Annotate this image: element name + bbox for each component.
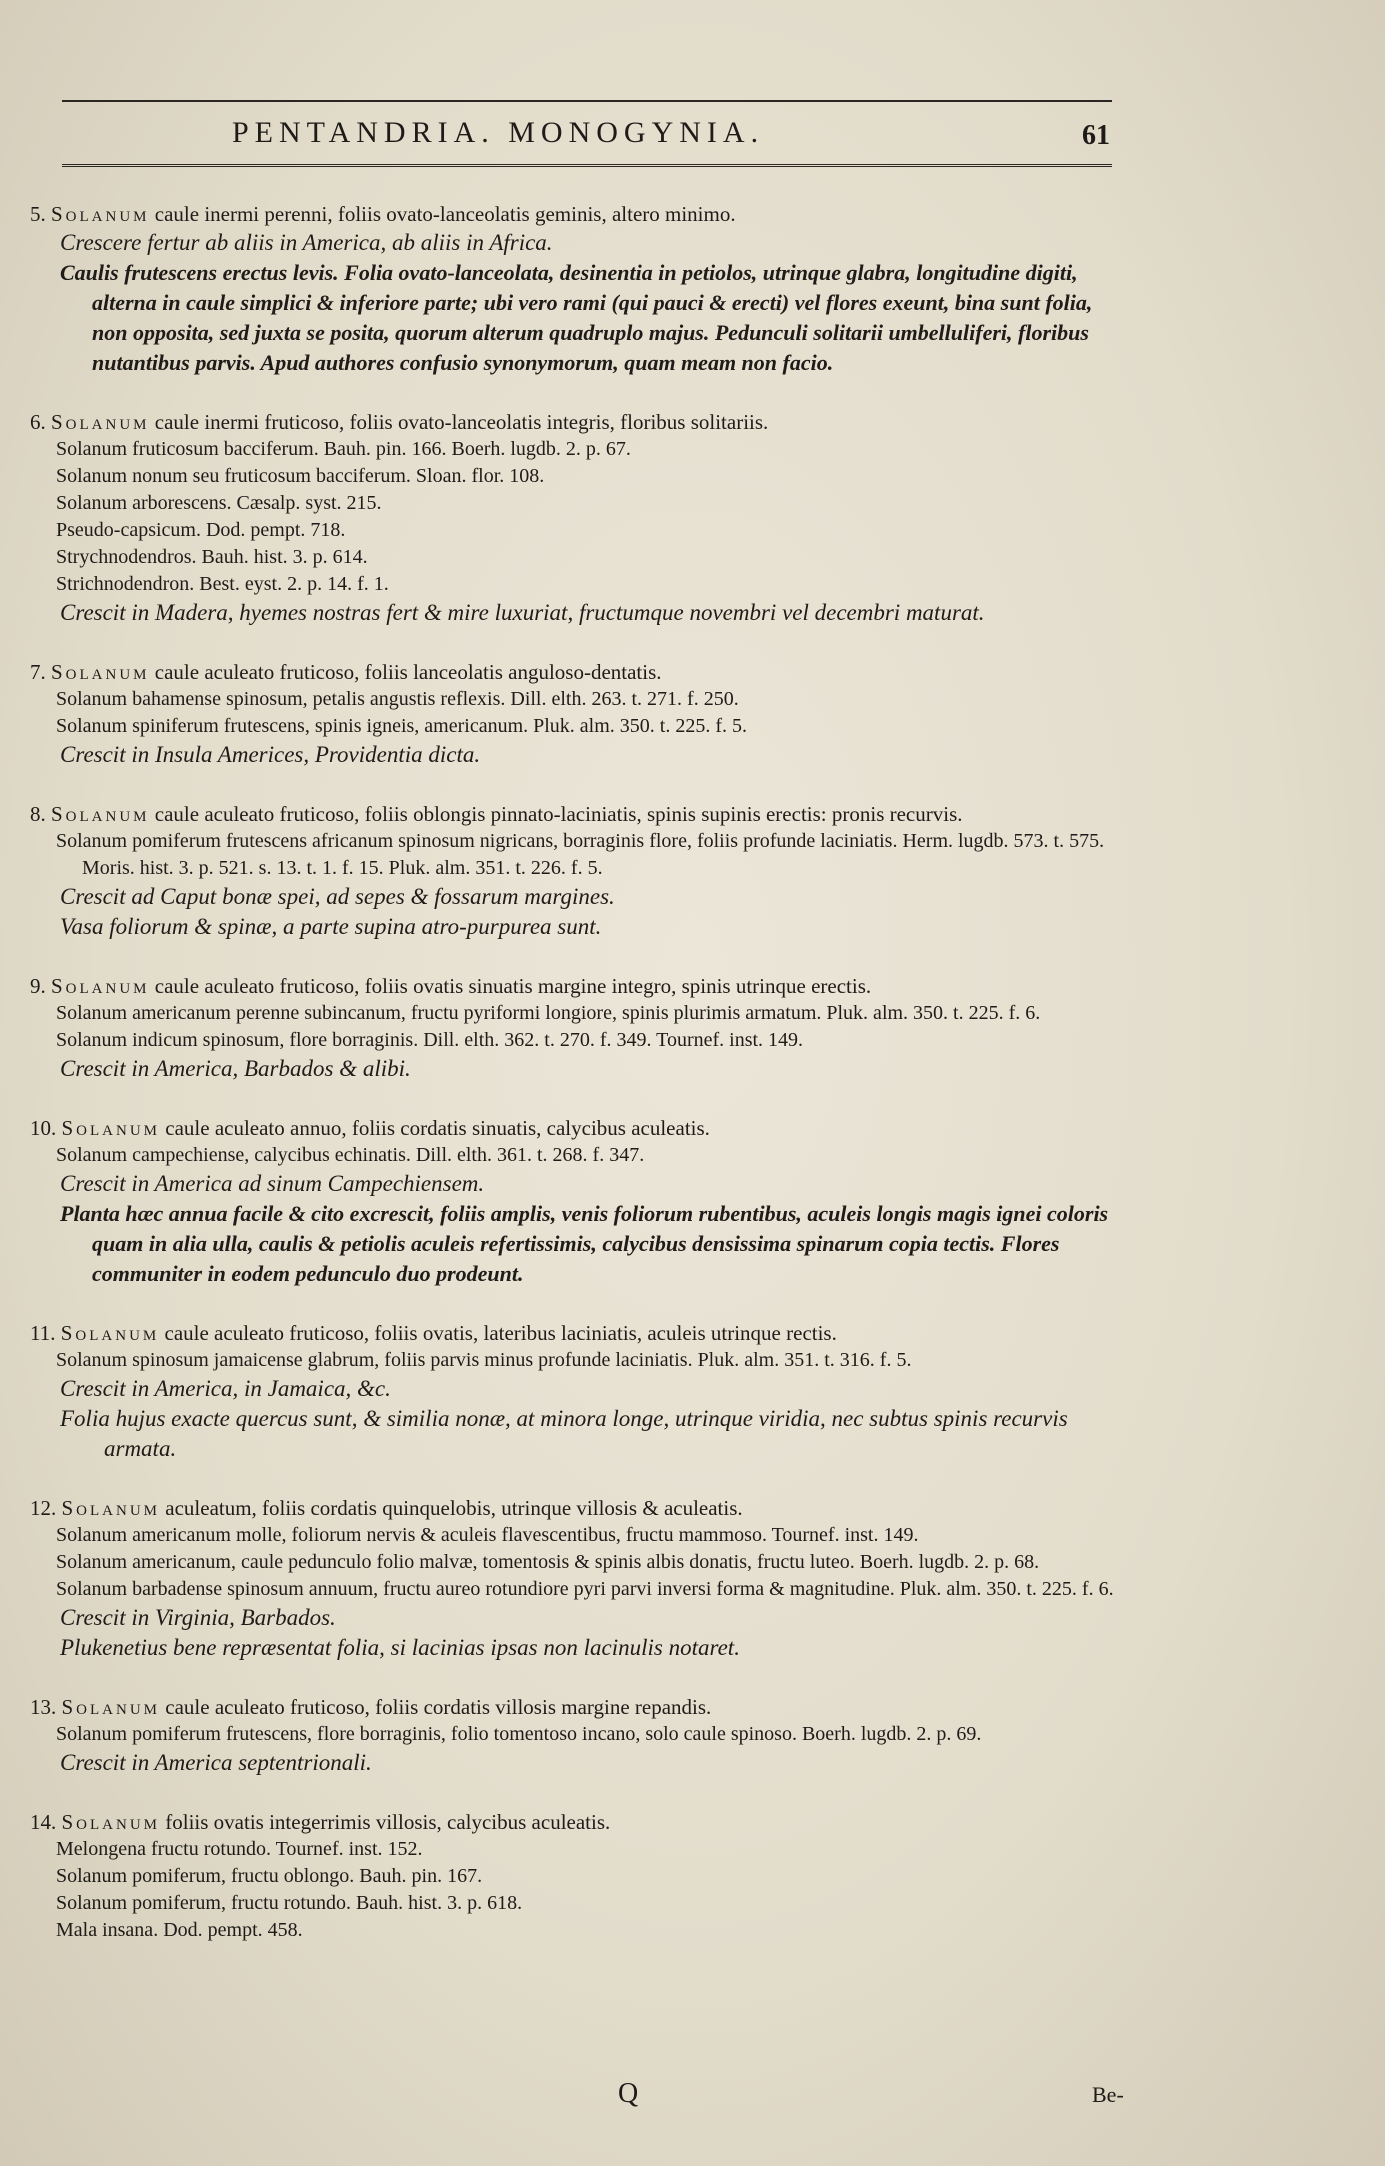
genus-name: Solanum bbox=[61, 1695, 161, 1719]
habitat-note: Plukenetius bene repræsentat folia, si lacinias ipsas non lacinulis notaret. bbox=[60, 1635, 740, 1660]
diagnosis-text: caule inermi perenni, foliis ovato-lanceolatis geminis, altero minimo. bbox=[154, 202, 736, 226]
entries-list bbox=[30, 200, 1130, 1974]
entry-diagnosis-line bbox=[30, 1494, 1130, 1522]
habitat-note: Crescit in Madera, hyemes nostras fert & mire luxuriat, fructumque novembri vel decembri maturat. bbox=[60, 600, 985, 625]
header-rule-top bbox=[62, 100, 1112, 102]
diagnosis-text: caule inermi fruticoso, foliis ovato-lanceolatis integris, floribus solitariis. bbox=[154, 410, 769, 434]
habitat-note: Crescit in America ad sinum Campechiensem. bbox=[60, 1171, 485, 1196]
header-rule-bottom bbox=[62, 164, 1112, 167]
diagnosis-text: foliis ovatis integerrimis villosis, calycibus aculeatis. bbox=[165, 1810, 611, 1834]
entry-number: 6. bbox=[30, 410, 46, 434]
entry-number: 13. bbox=[30, 1695, 57, 1719]
synonym-line: Solanum campechiense, calycibus echinatis. Dill. elth. 361. t. 268. f. 347. bbox=[56, 1144, 645, 1166]
habitat-note: Crescit ad Caput bonæ spei, ad sepes & fossarum margines. bbox=[60, 884, 615, 909]
entry-diagnosis-line bbox=[30, 1319, 1130, 1347]
species-entry bbox=[30, 200, 1130, 378]
entry-diagnosis-line bbox=[30, 972, 1130, 1000]
entry-diagnosis-line bbox=[30, 1693, 1130, 1721]
habitat-note: Crescit in Insula Americes, Providentia dicta. bbox=[60, 742, 481, 767]
species-entry bbox=[30, 972, 1130, 1084]
entry-number: 5. bbox=[30, 202, 46, 226]
diagnosis-text: caule aculeato fruticoso, foliis lanceolatis anguloso-dentatis. bbox=[154, 660, 662, 684]
entry-number: 12. bbox=[30, 1496, 57, 1520]
species-entry bbox=[30, 658, 1130, 770]
catchword: Be- bbox=[1092, 2082, 1124, 2107]
entry-number: 8. bbox=[30, 802, 46, 826]
diagnosis-text: caule aculeato fruticoso, foliis cordatis villosis margine repandis. bbox=[165, 1695, 712, 1719]
synonym-line: Solanum pomiferum, fructu rotundo. Bauh. hist. 3. p. 618. bbox=[56, 1892, 523, 1914]
habitat-note: Vasa foliorum & spinæ, a parte supina atro-purpurea sunt. bbox=[60, 914, 602, 939]
entry-number: 14. bbox=[30, 1810, 57, 1834]
entry-diagnosis-line bbox=[30, 658, 1130, 686]
synonym-line: Solanum pomiferum frutescens, flore borraginis, folio tomentoso incano, solo caule spinoso. Boerh. lugdb. 2. p. 69. bbox=[56, 1723, 982, 1745]
diagnosis-text: caule aculeato fruticoso, foliis ovatis, lateribus laciniatis, aculeis utrinque rectis. bbox=[164, 1321, 837, 1345]
genus-name: Solanum bbox=[51, 202, 150, 226]
description-paragraph: Caulis frutescens erectus levis. Folia ovato-lanceolata, desinentia in petiolos, utrinque glabra, longitudine digiti, alterna in caule simplici & inferiore parte; ubi vero rami (qui pauci & erecti) vel flores exeunt, bina sunt folia, non opposita, sed juxta se posita, quorum alterum quadruplo majus. Pedunculi solitarii umbelluliferi, floribus nutantibus parvis. Apud authores confusio synonymorum, quam meam non facio. bbox=[60, 260, 1093, 375]
entry-diagnosis-line bbox=[30, 1114, 1130, 1142]
synonym-line: Solanum spinosum jamaicense glabrum, foliis parvis minus profunde laciniatis. Pluk. alm. 351. t. 316. f. 5. bbox=[56, 1349, 912, 1371]
genus-name: Solanum bbox=[51, 802, 150, 826]
synonym-line: Strichnodendron. Best. eyst. 2. p. 14. f. 1. bbox=[56, 573, 389, 595]
synonym-line: Solanum bahamense spinosum, petalis angustis reflexis. Dill. elth. 263. t. 271. f. 250. bbox=[56, 688, 739, 710]
synonym-line: Solanum arborescens. Cæsalp. syst. 215. bbox=[56, 492, 382, 514]
species-entry bbox=[30, 1808, 1130, 1944]
habitat-note: Crescit in Virginia, Barbados. bbox=[60, 1605, 336, 1630]
running-head bbox=[62, 100, 1112, 170]
habitat-note: Folia hujus exacte quercus sunt, & similia nonæ, at minora longe, utrinque viridia, nec subtus spinis recurvis armata. bbox=[60, 1406, 1068, 1461]
entry-number: 11. bbox=[30, 1321, 56, 1345]
synonym-line: Melongena fructu rotundo. Tournef. inst. 152. bbox=[56, 1838, 423, 1860]
synonym-line: Solanum fruticosum bacciferum. Bauh. pin. 166. Boerh. lugdb. 2. p. 67. bbox=[56, 438, 631, 460]
entry-diagnosis-line bbox=[30, 408, 1130, 436]
genus-name: Solanum bbox=[61, 1116, 161, 1140]
species-entry bbox=[30, 1494, 1130, 1663]
entry-diagnosis-line bbox=[30, 800, 1130, 828]
synonym-line: Solanum spiniferum frutescens, spinis igneis, americanum. Pluk. alm. 350. t. 225. f. 5. bbox=[56, 715, 748, 737]
synonym-line: Pseudo-capsicum. Dod. pempt. 718. bbox=[56, 519, 346, 541]
page-title: PENTANDRIA. MONOGYNIA. bbox=[232, 116, 765, 149]
species-entry bbox=[30, 1319, 1130, 1464]
habitat-note: Crescit in America, Barbados & alibi. bbox=[60, 1056, 411, 1081]
species-entry bbox=[30, 800, 1130, 942]
habitat-note: Crescit in America septentrionali. bbox=[60, 1750, 372, 1775]
entry-number: 9. bbox=[30, 974, 46, 998]
entry-number: 7. bbox=[30, 660, 46, 684]
diagnosis-text: aculeatum, foliis cordatis quinquelobis, utrinque villosis & aculeatis. bbox=[165, 1496, 743, 1520]
genus-name: Solanum bbox=[51, 974, 150, 998]
entry-diagnosis-line bbox=[30, 1808, 1130, 1836]
species-entry bbox=[30, 1114, 1130, 1289]
synonym-line: Solanum americanum, caule pedunculo folio malvæ, tomentosis & spinis albis donatis, fructu luteo. Boerh. lugdb. 2. p. 68. bbox=[56, 1551, 1040, 1573]
diagnosis-text: caule aculeato annuo, foliis cordatis sinuatis, calycibus aculeatis. bbox=[165, 1116, 710, 1140]
genus-name: Solanum bbox=[51, 410, 150, 434]
synonym-line: Solanum pomiferum, fructu oblongo. Bauh. pin. 167. bbox=[56, 1865, 483, 1887]
diagnosis-text: caule aculeato fruticoso, foliis oblongis pinnato-laciniatis, spinis supinis erectis: pronis recurvis. bbox=[154, 802, 963, 826]
habitat-note: Crescere fertur ab aliis in America, ab aliis in Africa. bbox=[60, 230, 553, 255]
genus-name: Solanum bbox=[60, 1321, 160, 1345]
synonym-line: Solanum nonum seu fruticosum bacciferum. Sloan. flor. 108. bbox=[56, 465, 545, 487]
synonym-line: Solanum barbadense spinosum annuum, fructu aureo rotundiore pyri parvi inversi forma & magnitudine. Pluk. alm. 350. t. 225. f. 6. bbox=[56, 1578, 1114, 1600]
species-entry bbox=[30, 1693, 1130, 1778]
species-entry bbox=[30, 408, 1130, 628]
synonym-line: Solanum americanum molle, foliorum nervis & aculeis flavescentibus, fructu mammoso. Tournef. inst. 149. bbox=[56, 1524, 919, 1546]
genus-name: Solanum bbox=[51, 660, 150, 684]
genus-name: Solanum bbox=[61, 1496, 161, 1520]
synonym-line: Strychnodendros. Bauh. hist. 3. p. 614. bbox=[56, 546, 368, 568]
diagnosis-text: caule aculeato fruticoso, foliis ovatis sinuatis margine integro, spinis utrinque erectis. bbox=[154, 974, 872, 998]
page-number: 61 bbox=[1082, 120, 1110, 151]
synonym-line: Mala insana. Dod. pempt. 458. bbox=[56, 1919, 303, 1941]
synonym-line: Solanum pomiferum frutescens africanum spinosum nigricans, borraginis flore, foliis profunde laciniatis. Herm. lugdb. 573. t. 575. Moris. hist. 3. p. 521. s. 13. t. 1. f. 15. Pluk. alm. 351. t. 226. f. 5. bbox=[56, 830, 1105, 879]
description-paragraph: Planta hæc annua facile & cito excrescit, foliis amplis, venis foliorum rubentibus, aculeis longis magis ignei coloris quam in alia ulla, caulis & petiolis aculeis refertissimis, calycibus densissima spinarum copia tectis. Flores communiter in eodem pedunculo duo prodeunt. bbox=[60, 1201, 1109, 1286]
entry-number: 10. bbox=[30, 1116, 57, 1140]
synonym-line: Solanum indicum spinosum, flore borraginis. Dill. elth. 362. t. 270. f. 349. Tournef. inst. 149. bbox=[56, 1029, 804, 1051]
signature-mark: Q bbox=[618, 2078, 639, 2109]
genus-name: Solanum bbox=[61, 1810, 161, 1834]
habitat-note: Crescit in America, in Jamaica, &c. bbox=[60, 1376, 391, 1401]
synonym-line: Solanum americanum perenne subincanum, fructu pyriformi longiore, spinis plurimis armatum. Pluk. alm. 350. t. 225. f. 6. bbox=[56, 1002, 1041, 1024]
entry-diagnosis-line bbox=[30, 200, 1130, 228]
